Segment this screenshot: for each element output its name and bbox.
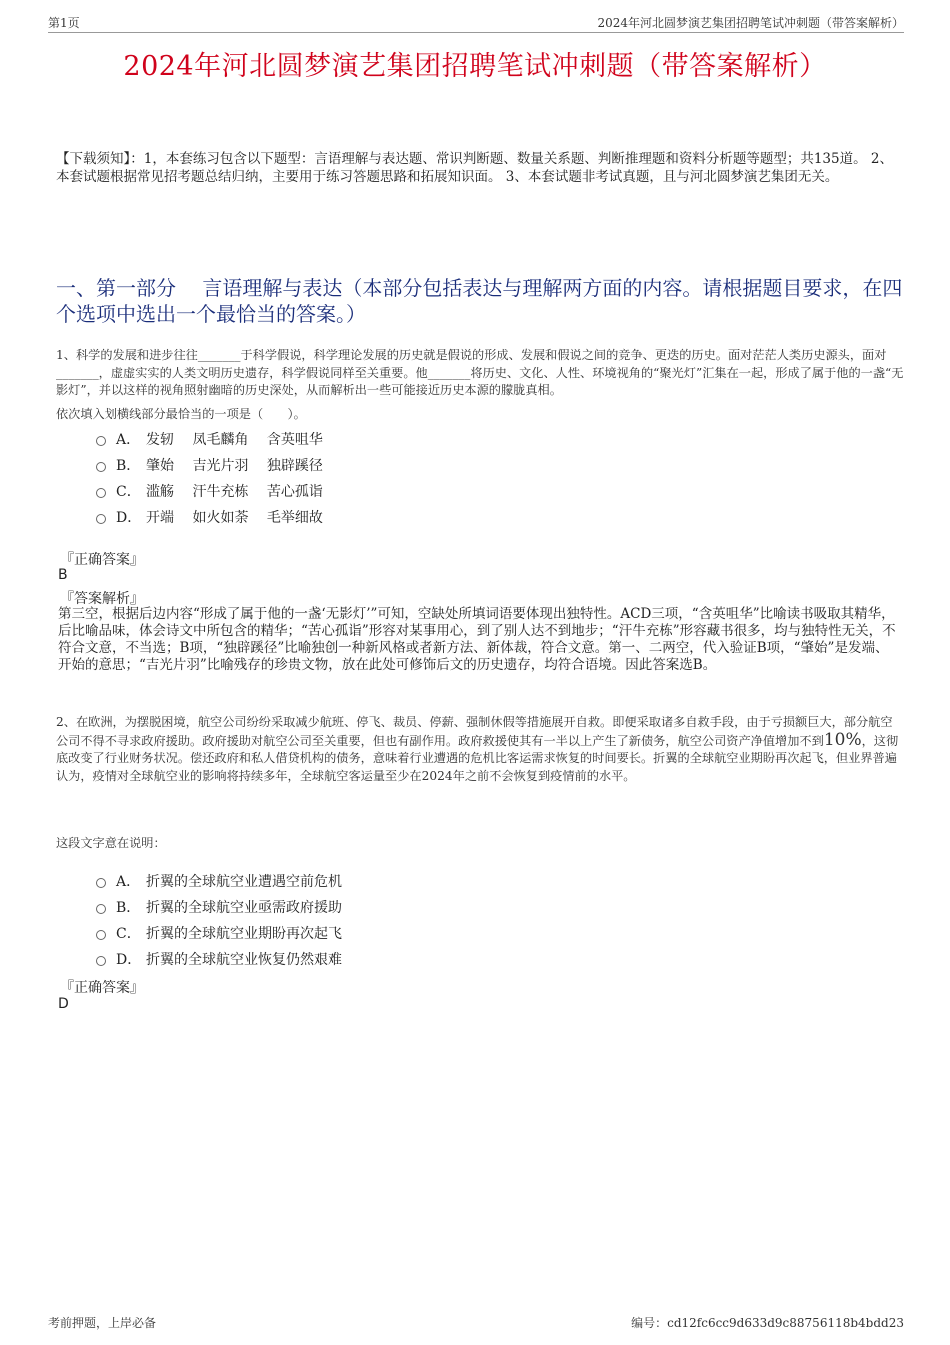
question-1-prompt: 依次填入划横线部分最恰当的一项是（ ）。 — [56, 407, 306, 421]
option-text: 折翼的全球航空业亟需政府援助 — [146, 900, 342, 916]
footer-serial: 编号：cd12fc6cc9d633d9c88756118b4bdd23 — [631, 1316, 904, 1330]
q2-text-a: 2、在欧洲，为摆脱困境，航空公司纷纷采取减少航班、停飞、裁员、停薪、强制休假等措施展开自救。即便采取诸多自救手段，由于亏损额巨大，部分航空公司不得不寻求政府援助。政府援助对航空公司至关重要，但也有副作用。政府救援使其有一半以上产生了新债务，航空公司资产净值增加不到 — [56, 715, 893, 748]
q2-option-d[interactable] — [96, 946, 596, 972]
option-letter: C． — [116, 484, 141, 500]
option-letter: D． — [116, 510, 142, 526]
q2-answer: D — [58, 996, 69, 1012]
question-1-text: 1、科学的发展和进步往往_______于科学假说，科学理论发展的历史就是假说的形成、发展和假说之间的竞争、更迭的历史。面对茫茫人类历史源头，面对_______，虚虚实实的人类文明历史遗存，科学假说同样至关重要。他_______将历史、文化、人性、环境视角的“聚光灯”汇集在一起，形成了属于他的一盏“无影灯”，并以这样的视角照射幽暗的历史深处，从而解析出一些可能接近历史本源的朦胧真相。 — [56, 348, 904, 397]
radio-icon[interactable] — [96, 904, 106, 914]
q1-answer-label: 『正确答案』 — [60, 552, 144, 568]
radio-icon[interactable] — [96, 956, 106, 966]
page-number: 第1页 — [48, 16, 80, 30]
option-text: 发轫 凤毛麟角 含英咀华 — [146, 432, 323, 448]
document-title: 2024年河北圆梦演艺集团招聘笔试冲刺题（带答案解析） — [123, 51, 827, 82]
question-2-prompt: 这段文字意在说明： — [56, 836, 166, 850]
q2-option-a[interactable] — [96, 868, 596, 894]
q1-option-a[interactable] — [96, 426, 596, 452]
page-footer — [48, 1314, 904, 1331]
q2-percent: 10% — [823, 729, 862, 750]
q1-option-d[interactable] — [96, 504, 596, 530]
header-doc-title: 2024年河北圆梦演艺集团招聘笔试冲刺题（带答案解析） — [597, 16, 904, 30]
radio-icon[interactable] — [96, 878, 106, 888]
option-text: 折翼的全球航空业遭遇空前危机 — [146, 874, 342, 890]
page-header — [48, 14, 904, 33]
option-letter: B． — [116, 458, 141, 474]
question-2-options — [96, 868, 596, 972]
question-1-options — [96, 426, 596, 530]
option-letter: A． — [116, 874, 141, 890]
option-letter: D． — [116, 952, 142, 968]
option-text: 开端 如火如荼 毛举细故 — [146, 510, 323, 526]
option-text: 滥觞 汗牛充栋 苦心孤诣 — [146, 484, 323, 500]
q2-answer-label: 『正确答案』 — [60, 980, 144, 996]
q2-option-c[interactable] — [96, 920, 596, 946]
q2-text-b: ，这彻底改变了行业财务状况。偿还政府和私人借贷机构的债务，意味着行业遭遇的危机比客运需求恢复的时间要长。折翼的全球航空业期盼再次起飞，但业界普遍认为，疫情对全球航空业的影响将持续多年，全球航空客运量至少在2024年之前不会恢复到疫情前的水平。 — [56, 733, 899, 783]
radio-icon[interactable] — [96, 930, 106, 940]
option-text: 折翼的全球航空业恢复仍然艰难 — [146, 952, 342, 968]
q1-option-b[interactable] — [96, 452, 596, 478]
radio-icon[interactable] — [96, 436, 106, 446]
q1-answer: B — [58, 567, 68, 583]
option-letter: A． — [116, 432, 141, 448]
q2-option-b[interactable] — [96, 894, 596, 920]
q1-option-c[interactable] — [96, 478, 596, 504]
q1-analysis-label: 『答案解析』 — [60, 591, 144, 607]
option-letter: B． — [116, 900, 141, 916]
option-text: 折翼的全球航空业期盼再次起飞 — [146, 926, 342, 942]
radio-icon[interactable] — [96, 488, 106, 498]
question-2-text — [56, 714, 904, 785]
radio-icon[interactable] — [96, 462, 106, 472]
radio-icon[interactable] — [96, 514, 106, 524]
section-title: 一、第一部分 言语理解与表达（本部分包括表达与理解两方面的内容。请根据题目要求，在四个选项中选出一个最恰当的答案。） — [56, 276, 903, 326]
option-text: 肇始 吉光片羽 独辟蹊径 — [146, 458, 323, 474]
download-notice: 【下载须知】：1，本套练习包含以下题型：言语理解与表达题、常识判断题、数量关系题、判断推理题和资料分析题等题型；共135道。 2、本套试题根据常见招考题总结归纳，主要用于练习答题思路和拓展知识面。 3、本套试题非考试真题，且与河北圆梦演艺集团无关。 — [56, 151, 893, 185]
q1-analysis: 第三空，根据后边内容“形成了属于他的一盏‘无影灯’”可知，空缺处所填词语要体现出独特性。ACD三项，“含英咀华”比喻读书吸取其精华，后比喻品味，体会诗文中所包含的精华；“苦心孤诣”形容对某事用心，到了别人达不到地步；“汗牛充栋”形容藏书很多，均与独特性无关，不符合文意，不当选；B项，“独辟蹊径”比喻独创一种新风格或者新方法、新体裁，符合文意。第一、二两空，代入验证B项，“肇始”是发端、开始的意思；“吉光片羽”比喻残存的珍贵文物，放在此处可修饰后文的历史遗存，均符合语境。因此答案选B。 — [58, 606, 896, 673]
option-letter: C． — [116, 926, 141, 942]
footer-slogan: 考前押题，上岸必备 — [48, 1316, 157, 1330]
